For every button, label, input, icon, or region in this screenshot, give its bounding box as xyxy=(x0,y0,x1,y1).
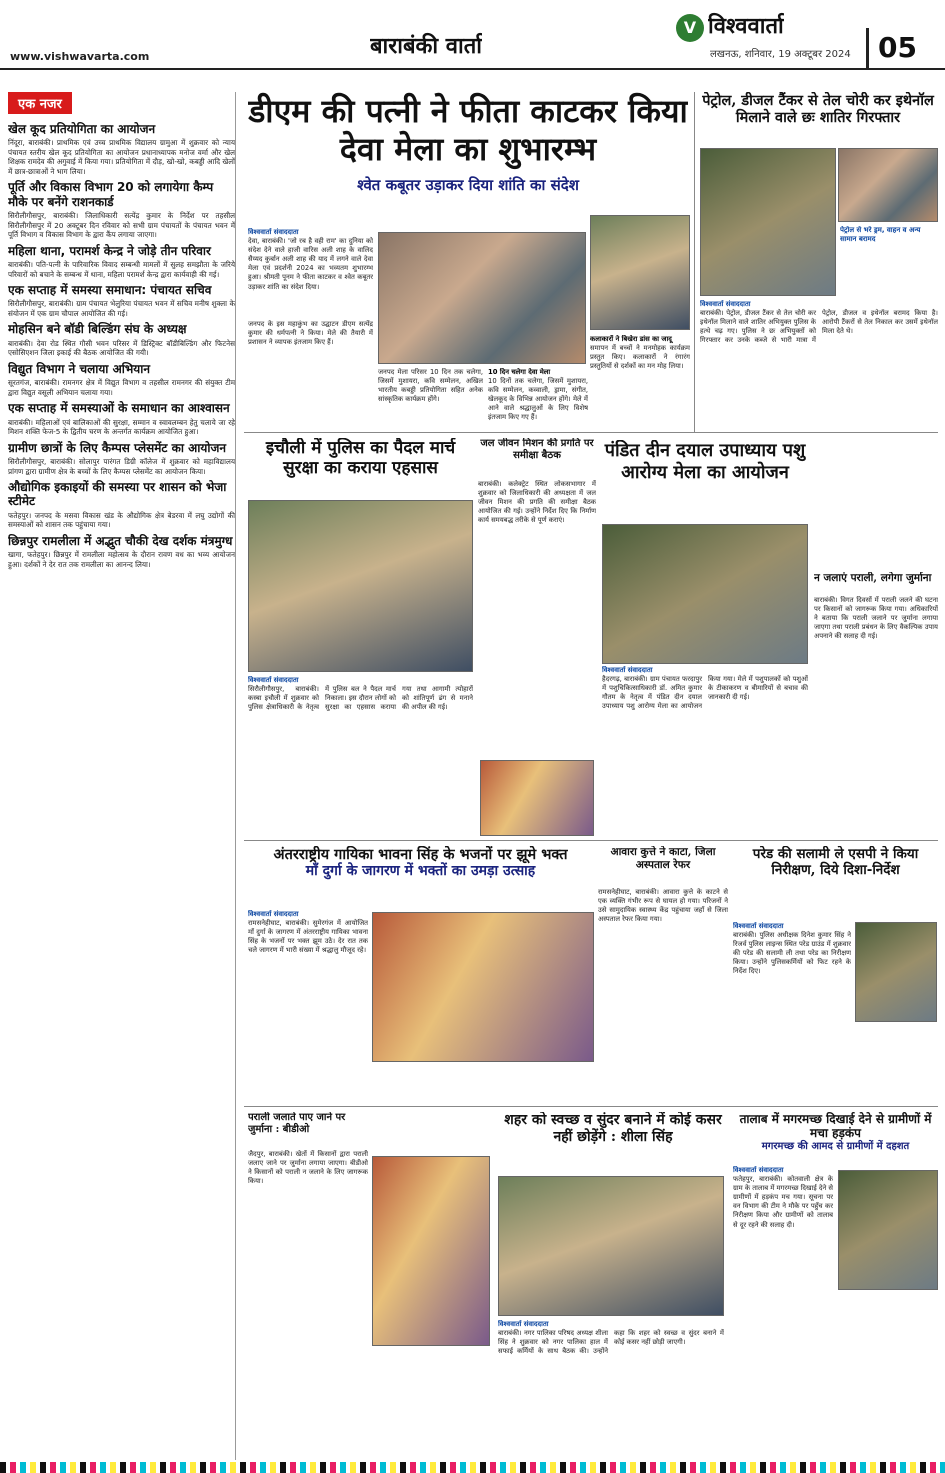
parade-body xyxy=(733,922,851,1100)
divider xyxy=(244,840,938,841)
lead-col-1 xyxy=(248,320,373,428)
city-text: बाराबंकी। नगर पालिका परिषद अध्यक्ष शीला सिंह ने शुक्रवार को नगर पालिका हाल में सफाई कर्मियों के साथ बैठक की। उन्होंने कहा कि शहर को स्वच्छ व सुंदर बनाने में कोई कसर नहीं छोड़ी जाएगी। xyxy=(498,1329,724,1356)
brief-text: सिरौलीगौसपुर, बाराबंकी। जिलाधिकारी सत्येंद्र कुमार के निर्देश पर तहसील सिरौलीगौसपुर में 20 अक्टूबर दिन रविवार को सभी ग्राम पंचायतों के पंचायत भवन में पूर्ति विभाग व विकास विभाग के द्वारा कैंप लगाया जाएगा। xyxy=(8,211,235,240)
brief-text: सिरौलीगौसपुर, बाराबंकी। सोलापुर पारंगत डिग्री कॉलेज में शुक्रवार को महाविद्यालय प्रांगण द्वारा ग्रामीण क्षेत्र के बच्चों के लिए कैम्पस प्लेसमेंट का आयोजन किया। xyxy=(8,457,235,476)
parade-text: बाराबंकी। पुलिस अधीक्षक दिनेश कुमार सिंह ने रिजर्व पुलिस लाइन्स स्थित परेड ग्राउंड में शुक्रवार की परेड की सलामी ली तथा परेड का निरीक्षण किया। उन्होंने पुलिसकर्मियों को फिट रहने के निर्देश दिए। xyxy=(733,931,851,976)
section-tag: एक नजर xyxy=(8,92,72,114)
parade-headline-block xyxy=(733,846,938,896)
croc-headline[interactable]: तालाब में मगरमच्छ दिखाई देने से ग्रामीणों में मचा हड़कंप xyxy=(739,1112,932,1141)
lead-subhead-1: 10 दिन चलेगा देवा मेला xyxy=(488,368,551,376)
police-text: सिरौलीगौसपुर, बाराबंकी। कस्बा इचौली में शुक्रवार को पुलिस क्षेत्राधिकारी के नेतृत्व में पुलिस बल ने पैदल मार्च निकाला। इस दौरान लोगों को सुरक्षा का एहसास कराया गया तथा आगामी त्योहारों को शांतिपूर्ण ढंग से मनाने की अपील की गई। xyxy=(248,685,473,712)
theft-headline-block xyxy=(698,92,938,146)
city-body xyxy=(498,1320,724,1450)
brief-headline[interactable]: खेल कूद प्रतियोगिता का आयोजन xyxy=(8,122,156,136)
parali-body xyxy=(814,596,938,836)
city-photo xyxy=(498,1176,724,1316)
singer-subhead: माँ दुर्गा के जागरण में भक्तों का उमड़ा उत्साह xyxy=(305,863,536,880)
crowd-photo xyxy=(590,215,690,330)
lead-col-3 xyxy=(488,368,588,428)
brief-text: बाराबंकी। पति-पत्नी के पारिवारिक विवाद सम्बन्धी मामलों में सुलह समझौता के जरिये परिवारों को बचाने के सम्बन्ध में थाना, महिला परामर्श केन्द्र द्वारा कार्यवाही की गई। xyxy=(8,260,235,279)
print-registration-marks xyxy=(0,1462,945,1473)
lead-byline: विश्ववार्ता संवाददाता xyxy=(248,228,299,236)
water-headline-block xyxy=(478,438,596,478)
police-body xyxy=(248,676,473,836)
parali-text: बाराबंकी। विगत दिवसों में पराली जलने की घटना पर किसानों को जागरूक किया गया। अधिकारियों ने बताया कि पराली जलाने पर जुर्माना लगाया जाएगा तथा पराली प्रबंधन के लिए वैकल्पिक उपाय अपनाने की सलाह दी गई। xyxy=(814,596,938,641)
theft-text: बाराबंकी। पेट्रोल, डीजल टैंकर से तेल चोरी कर इथेनॉल मिलाने वाले शातिर अभियुक्त पुलिस के हत्थे चढ़ गए। पुलिस ने छः अभियुक्तों को गिरफ्तार कर उनके कब्जे से भारी मात्रा में पेट्रोल, डीजल व इथेनॉल बरामद किया है। आरोपी टैंकरों से तेल निकाल कर उसमें इथेनॉल मिला देते थे। xyxy=(700,309,938,345)
divider xyxy=(694,92,695,432)
theft-caption: पेट्रोल से भरे ड्रम, वाहन व अन्य सामान बरामद xyxy=(840,226,921,243)
croc-byline: विश्ववार्ता संवाददाता xyxy=(733,1166,784,1174)
parade-byline: विश्ववार्ता संवाददाता xyxy=(733,922,784,930)
theft-caption-block xyxy=(840,226,938,266)
theft-photo xyxy=(700,148,836,296)
croc-subhead: मगरमच्छ की आमद से ग्रामीणों में दहशत xyxy=(761,1140,910,1152)
official-portrait-photo xyxy=(480,760,594,836)
theft-headline[interactable]: पेट्रोल, डीजल टैंकर से तेल चोरी कर इथेनॉल मिलाने वाले छः शातिर गिरफ्तार xyxy=(702,92,934,127)
city-headline[interactable]: शहर को स्वच्छ व सुंदर बनाने में कोई कसर नहीं छोड़ेंगे : शीला सिंह xyxy=(504,1112,722,1145)
crocodile-photo xyxy=(838,1170,938,1290)
fair-body xyxy=(602,666,808,836)
fair-headline-block xyxy=(600,440,810,520)
website-url[interactable]: www.vishwavarta.com xyxy=(10,50,150,63)
water-body xyxy=(478,480,596,760)
dog-headline[interactable]: आवारा कुत्ते ने काटा, जिला अस्पताल रेफर xyxy=(610,846,716,871)
brief-headline[interactable]: विद्युत विभाग ने चलाया अभियान xyxy=(8,361,151,376)
brief-text: बाराबंकी। महिलाओं एवं बालिकाओं की सुरक्षा, सम्मान व स्वावलम्बन हेतु चलाये जा रहे मिशन शक्ति फेज-5 के द्वितीय चरण के अन्तर्गत कार्यक्रम आयोजित हुआ। xyxy=(8,417,235,437)
fine-headline[interactable]: पराली जलाते पाए जाने पर जुर्माना : बीडीओ xyxy=(248,1112,346,1135)
page-number: 05 xyxy=(866,28,926,68)
brief-headline[interactable]: पूर्ति और विकास विभाग 20 को लगायेगा कैम्प मौके पर बनेंगे राशनकार्ड xyxy=(8,180,214,209)
dateline: लखनऊ, शनिवार, 19 अक्टूबर 2024 xyxy=(710,49,851,60)
seized-drums-photo xyxy=(838,148,938,222)
fine-body xyxy=(248,1150,368,1450)
brief-text: फतेहपुर। जनपद के मसवा विकास खंड के औद्योगिक क्षेत्र बेडरवा में लघु उद्योगों की समस्याओं को शासन तक पहुंचाया गया। xyxy=(8,510,235,530)
lead-text-2: जनपद के इस महाकुंभ का उद्घाटन डीएम सत्येंद्र कुमार की धर्मपत्नी ने किया। मेले की तैयारी में प्रशासन ने व्यापक इंतजाम किए हैं। xyxy=(248,320,373,347)
brief-text: बाराबंकी। देवा रोड स्थित गौसी भवन परिसर में डिस्ट्रिक्ट बॉडीबिल्डिंग और फिटनेस एसोसिएशन जिला इकाई की बैठक आयोजित की गयी। xyxy=(8,338,235,358)
lead-text-1: देवा, बाराबंकी। 'जो रब है वही राम' का दुनिया को संदेश देने वाले हाजी वारिस अली शाह के वालिद सैय्यद कुर्बान अली शाह की याद में लगने वाले देवा मेला एवं प्रदर्शनी 2024 का भव्यतम शुभारम्भ हुआ। श्रीमती पूनम ने फीता काटकर व श्वेत कबूतर उड़ाकर शांति का संदेश दिया। xyxy=(248,237,373,291)
lead-text-5: समापन में बच्चों ने मनमोहक कार्यक्रम प्रस्तुत किए। कलाकारों ने रंगारंग प्रस्तुतियों से दर्शकों का मन मोह लिया। xyxy=(590,344,690,371)
lead-text-3: जनपद मेला परिसर 10 दिन तक चलेगा, जिसमें मुशायरा, कवि सम्मेलन, अखिल भारतीय कबड्डी प्रतियोगिता सहित अनेक सांस्कृतिक कार्यक्रम होंगे। xyxy=(378,368,483,404)
fine-headline-block xyxy=(248,1112,368,1142)
city-headline-block xyxy=(498,1112,728,1172)
parade-headline[interactable]: परेड की सलामी ले एसपी ने किया निरीक्षण, दिये दिशा-निर्देश xyxy=(752,846,919,879)
police-headline-block xyxy=(248,438,473,498)
brief-headline[interactable]: महिला थाना, परामर्श केन्द्र ने जोड़े तीन परिवार xyxy=(8,243,211,258)
lead-photo xyxy=(378,232,586,364)
brief-headline[interactable]: एक सप्ताह में समस्या समाधान: पंचायत सचिव xyxy=(8,283,212,298)
brief-headline[interactable]: एक सप्ताह में समस्याओं के समाधान का आश्वासन xyxy=(8,401,230,416)
dog-headline-block xyxy=(598,846,728,886)
brand-logo-icon: V xyxy=(676,14,704,42)
police-headline[interactable]: इचौली में पुलिस का पैदल मार्च सुरक्षा का कराया एहसास xyxy=(265,438,456,479)
brief-text: सिरौलीगौसपुर, बाराबंकी। ग्राम पंचायत भेलुरिया पंचायत भवन में सचिव मनीष शुक्ला के संयोजन में एक ग्राम चौपाल आयोजित की गई। xyxy=(8,299,235,318)
brief-headline[interactable]: मोहसिन बने बॉडी बिल्डिंग संघ के अध्यक्ष xyxy=(8,322,187,337)
theft-byline: विश्ववार्ता संवाददाता xyxy=(700,300,751,308)
fair-byline: विश्ववार्ता संवाददाता xyxy=(602,666,653,674)
fair-photo xyxy=(602,524,808,664)
singer-headline[interactable]: अंतरराष्ट्रीय गायिका भावना सिंह के भजनों पर झूमे भक्त xyxy=(273,846,568,863)
fair-headline[interactable]: पंडित दीन दयाल उपाध्याय पशु आरोग्य मेला का आयोजन xyxy=(604,440,806,483)
brief-text: निंदूरा, बाराबंकी। प्राथमिक एवं उच्च प्राथमिक विद्यालय ग्रामुआ में शुक्रवार को न्याय पंचायत स्तरीय खेल कूद प्रतियोगिता का आयोजन प्रधानाध्यापक मनोज वर्मा और खेल शिक्षक रामदेव की अगुवाई में किया गया। प्रतियोगिता में दौड़, खो-खो, कबड्डी आदि खेलों में छात्र-छात्राओं ने भाग लिया। xyxy=(8,138,235,176)
dog-text: रामसनेहीघाट, बाराबंकी। आवारा कुत्ते के काटने से एक व्यक्ति गंभीर रूप से घायल हो गया। परिजनों ने उसे सामुदायिक स्वास्थ्य केंद्र पहुंचाया जहाँ से जिला अस्पताल रेफर किया गया। xyxy=(598,888,728,924)
water-headline[interactable]: जल जीवन मिशन की प्रगति पर समीक्षा बैठक xyxy=(480,438,594,461)
croc-text: फतेहपुर, बाराबंकी। कोतवाली क्षेत्र के ग्राम के तालाब में मगरमच्छ दिखाई देने से ग्रामीणों में हड़कंप मच गया। सूचना पर वन विभाग की टीम ने मौके पर पहुँच कर निरीक्षण किया और ग्रामीणों को तालाब से दूर रहने की सलाह दी। xyxy=(733,1175,833,1229)
dog-body xyxy=(598,888,728,1100)
brief-text: खागा, फतेहपुर। छिन्नपुर में रामलीला महोत्सव के दौरान रावण वध का भव्य आयोजन हुआ। दर्शकों ने देर रात तक रामलीला का आनन्द लिया। xyxy=(8,550,235,569)
lead-headline-block xyxy=(248,92,688,222)
lead-headline[interactable]: डीएम की पत्नी ने फीता काटकर किया देवा मेला का शुभारम्भ xyxy=(248,92,688,169)
official-meeting-photo xyxy=(372,1156,490,1346)
singer-headline-block xyxy=(248,846,593,906)
singer-byline: विश्ववार्ता संवाददाता xyxy=(248,910,299,918)
theft-body xyxy=(700,300,938,562)
lead-subhead-2: कलाकारों ने बिखेरा डांस का जादू xyxy=(590,335,672,343)
fair-text: हैदरगढ़, बाराबंकी। ग्राम पंचायत फरदापुर में पशुचिकित्साधिकारी डॉ. अमित कुमार गौतम के नेतृत्व में पंडित दीन दयाल उपाध्याय पशु आरोग्य मेला का आयोजन किया गया। मेले में पशुपालकों को पशुओं के टीकाकरण व बीमारियों से बचाव की जानकारी दी गई। xyxy=(602,675,808,711)
sp-portrait-photo xyxy=(855,922,937,1022)
city-byline: विश्ववार्ता संवाददाता xyxy=(498,1320,549,1328)
ek-nazar-column xyxy=(8,92,236,1460)
brand-name: विश्ववार्ता xyxy=(708,13,784,39)
brief-text: सूरतगंज, बाराबंकी। रामनगर क्षेत्र में विद्युत विभाग व तहसील रामनगर की संयुक्त टीम द्वारा विद्युत वसूली अभियान चलाया गया। xyxy=(8,378,235,397)
lead-col-4 xyxy=(590,335,690,428)
lead-col-1-top xyxy=(248,228,373,318)
brief-headline[interactable]: औद्योगिक इकाइयों की समस्या पर शासन को भेजा स्टीमेट xyxy=(8,480,227,509)
divider xyxy=(244,432,938,433)
police-march-photo xyxy=(248,500,473,672)
parali-headline-block xyxy=(814,572,938,594)
lead-col-2 xyxy=(378,368,483,428)
singer-text: रामसनेहीघाट, बाराबंकी। सुमेरगंज में आयोजित माँ दुर्गा के जागरण में अंतरराष्ट्रीय गायिका भावना सिंह के भजनों पर भक्त झूम उठे। देर रात तक चले जागरण में भारी संख्या में श्रद्धालु मौजूद रहे। xyxy=(248,919,368,955)
parali-headline[interactable]: न जलाएं पराली, लगेगा जुर्माना xyxy=(814,572,932,584)
divider xyxy=(244,1106,938,1107)
lead-text-4: 10 दिनों तक चलेगा, जिसमें मुशायरा, कवि सम्मेलन, कव्वाली, ड्रामा, संगीत, खेलकूद के विभिन्न आयोजन होंगे। मेले में आने वाले श्रद्धालुओं के लिए विशेष इंतजाम किए गए हैं। xyxy=(488,377,588,422)
lead-subhead: श्वेत कबूतर उड़ाकर दिया शांति का संदेश xyxy=(357,175,579,194)
croc-body xyxy=(733,1166,833,1450)
water-text: बाराबंकी। कलेक्ट्रेट स्थित लोकसभागार में शुक्रवार को जिलाधिकारी की अध्यक्षता में जल जीवन मिशन की प्रगति की समीक्षा बैठक आयोजित की गई। उन्होंने निर्देश दिए कि निर्माण कार्य समयबद्ध तरीके से पूर्ण कराएं। xyxy=(478,480,596,525)
police-byline: विश्ववार्ता संवाददाता xyxy=(248,676,299,684)
brief-headline[interactable]: ग्रामीण छात्रों के लिए कैम्पस प्लेसमेंट का आयोजन xyxy=(8,440,227,455)
section-title: बाराबंकी वार्ता xyxy=(370,33,482,59)
singer-body xyxy=(248,910,368,1070)
croc-headline-block xyxy=(733,1112,938,1162)
singer-stage-photo xyxy=(372,912,594,1062)
brief-headline[interactable]: छिन्नपुर रामलीला में अद्भुत चौकी देख दर्शक मंत्रमुग्ध xyxy=(8,533,233,548)
fine-text: जैदपुर, बाराबंकी। खेतों में किसानों द्वारा पराली जलाए जाने पर जुर्माना लगाया जाएगा। बीडीओ ने किसानों को पराली न जलाने के लिए जागरूक किया। xyxy=(248,1150,368,1186)
